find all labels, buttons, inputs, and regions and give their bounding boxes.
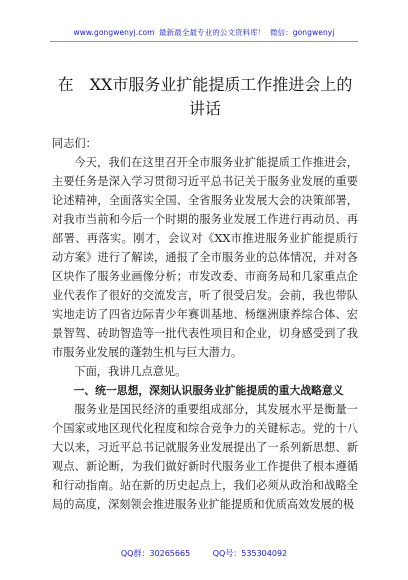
footer-contact [0, 548, 408, 559]
section-paragraph: 服务业是国民经济的重要组成部分，其发展水平是衡量一个国家或地区现代化程度和综合竞争力的关键标志。党的十八大以来，习近平总书记就服务业发展提出了一系列新思想、新观点、新论断，为我们做好新时代服务业工作提供了根本遵循和行动指南。站在新的历史起点上，我们必须从政治和战略全局的高度，深刻领会推进服务业扩能提质和优质高效发展的极 [52, 403, 358, 511]
salutation: 同志们： [52, 137, 97, 150]
document-body [52, 134, 358, 514]
footer-qq-group: QQ群：30265665 [120, 549, 191, 558]
header-slogan: 最新最全最专业的公文资料库！ [159, 28, 266, 37]
body-paragraph: 今天，我们在这里召开全市服务业扩能提质工作推进会，主要任务是深入学习贯彻习近平总书记关于服务业发展的重要论述精神，全面落实全国、全省服务业发展大会的决策部署，对我市当前和今后一个时期的服务业发展工作进行再动员、再部署、再落实。刚才，会议对《XX市推进服务业扩能提质行动方案》进行了解读，通报了全市服务业的总体情况，并对各区块作了服务业画像分析；市发改委、市商务局和几家重点企业代表作了很好的交流发言，听了很受启发。会前，我也带队实地走访了四省边际青少年赛训基地、杨继洲康养综合体、宏景智驾、砖助智造等一批代表性项目和企业，切身感受到了我市服务业发展的蓬勃生机与巨大潜力。 [52, 156, 358, 359]
section-heading: 一、统一思想，深刻认识服务业扩能提质的重大战略意义 [73, 384, 344, 397]
header-site-link[interactable]: www.gongwenyj.com [73, 28, 155, 37]
document-title: 在 XX市服务业扩能提质工作推进会上的讲话 [57, 75, 353, 118]
body-paragraph: 下面，我讲几点意见。 [74, 365, 187, 378]
header-divider [50, 41, 358, 42]
header-banner [0, 27, 408, 38]
footer-qq-number: QQ号：535304092 [212, 549, 288, 558]
header-wechat: 微信：gongwenyj [269, 28, 335, 37]
